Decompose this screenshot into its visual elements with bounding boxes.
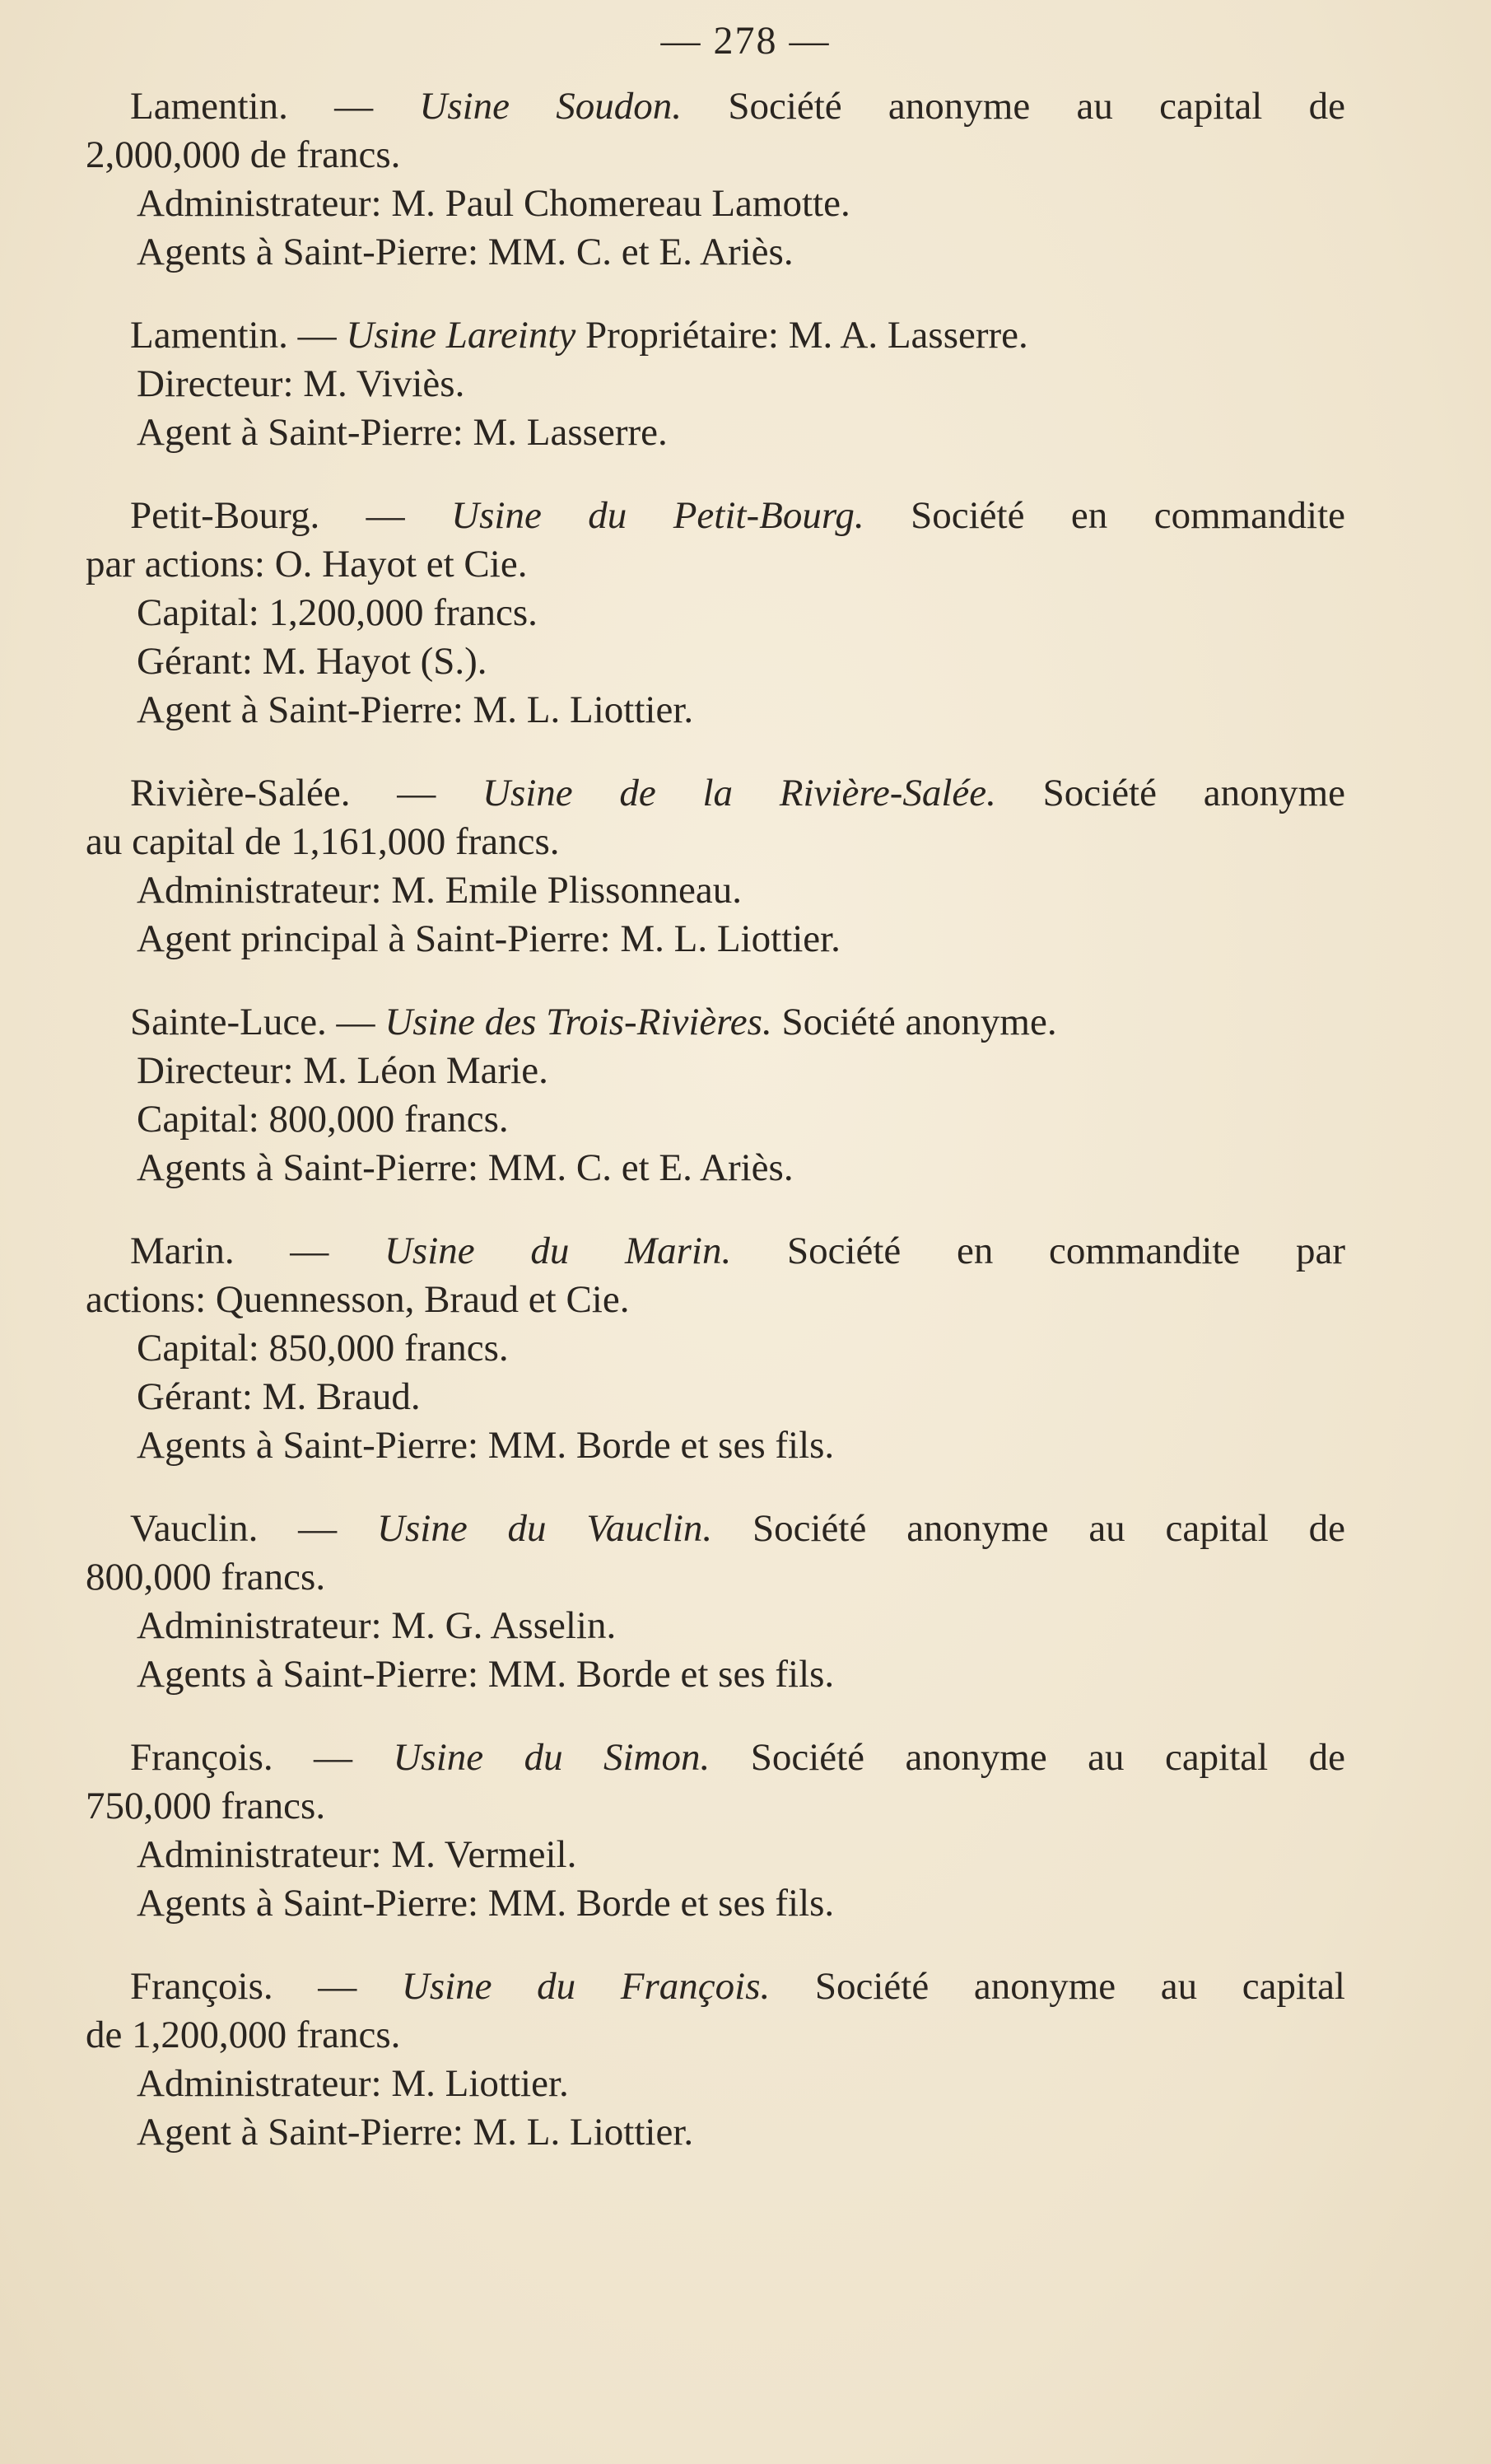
usine-name: Usine de la Rivière-Salée. bbox=[482, 772, 996, 814]
detail-line: Administrateur: M. Vermeil. bbox=[137, 1833, 577, 1876]
detail-line: Administrateur: M. Emile Plissonneau. bbox=[137, 869, 742, 912]
usine-name: Usine des Trois-Rivières. bbox=[384, 1001, 772, 1043]
detail-line: Agents à Saint-Pierre: MM. Borde et ses fils. bbox=[137, 1653, 835, 1696]
usine-name: Usine du François. bbox=[401, 1965, 771, 2008]
place-name: François. — bbox=[130, 1965, 357, 2008]
detail-line: Administrateur: M. Liottier. bbox=[137, 2062, 569, 2105]
heading-continuation: 750,000 francs. bbox=[86, 1785, 326, 1827]
usine-name: Usine du Petit-Bourg. bbox=[451, 494, 864, 537]
heading-rest: Propriétaire: M. A. Lasserre. bbox=[585, 314, 1028, 357]
entry-heading-line bbox=[86, 492, 1345, 540]
detail-line: Agent principal à Saint-Pierre: M. L. Liottier. bbox=[137, 917, 841, 960]
heading-continuation: au capital de 1,161,000 francs. bbox=[86, 820, 560, 863]
usine-name: Usine Soudon. bbox=[419, 85, 683, 128]
place-name: Petit-Bourg. — bbox=[130, 494, 405, 537]
detail-line: Directeur: M. Léon Marie. bbox=[137, 1049, 548, 1092]
entry-usine-petit-bourg bbox=[86, 492, 1345, 735]
heading-continuation: par actions: O. Hayot et Cie. bbox=[86, 543, 528, 586]
detail-line: Capital: 800,000 francs. bbox=[137, 1098, 509, 1141]
heading-continuation: 800,000 francs. bbox=[86, 1556, 326, 1598]
place-name: Sainte-Luce. — bbox=[130, 1001, 375, 1043]
detail-line: Gérant: M. Hayot (S.). bbox=[137, 640, 487, 683]
entry-heading-line bbox=[86, 1962, 1345, 2011]
detail-line: Capital: 850,000 francs. bbox=[137, 1327, 509, 1370]
entry-usine-riviere-salee bbox=[86, 769, 1345, 964]
entry-heading-line bbox=[86, 311, 1345, 360]
page-content bbox=[86, 82, 1345, 2191]
detail-line: Administrateur: M. Paul Chomereau Lamotte. bbox=[137, 182, 850, 225]
heading-rest: Société anonyme bbox=[1042, 772, 1345, 814]
heading-continuation: 2,000,000 de francs. bbox=[86, 133, 401, 176]
entry-usine-francois bbox=[86, 1962, 1345, 2157]
heading-continuation: de 1,200,000 francs. bbox=[86, 2014, 401, 2056]
entry-usine-soudon bbox=[86, 82, 1345, 277]
usine-name: Usine Lareinty bbox=[346, 314, 576, 357]
entry-heading-line bbox=[86, 769, 1345, 818]
usine-name: Usine du Simon. bbox=[393, 1736, 711, 1779]
place-name: Lamentin. — bbox=[130, 85, 374, 128]
place-name: Marin. — bbox=[130, 1230, 329, 1272]
place-name: Lamentin. — bbox=[130, 314, 337, 357]
heading-rest: Société en commandite bbox=[911, 494, 1346, 537]
place-name: Rivière-Salée. — bbox=[130, 772, 436, 814]
detail-line: Agent à Saint-Pierre: M. Lasserre. bbox=[137, 411, 668, 454]
entry-usine-lareinty bbox=[86, 311, 1345, 457]
entry-heading-line bbox=[86, 998, 1345, 1047]
entry-heading-line bbox=[86, 1734, 1345, 1782]
detail-line: Gérant: M. Braud. bbox=[137, 1375, 421, 1418]
entry-usine-trois-rivieres bbox=[86, 998, 1345, 1192]
heading-rest: Société anonyme au capital bbox=[814, 1965, 1345, 2008]
detail-line: Agent à Saint-Pierre: M. L. Liottier. bbox=[137, 2111, 694, 2154]
entry-heading-line bbox=[86, 82, 1345, 131]
detail-line: Agents à Saint-Pierre: MM. C. et E. Ariès. bbox=[137, 1146, 794, 1189]
heading-continuation: actions: Quennesson, Braud et Cie. bbox=[86, 1278, 630, 1321]
detail-line: Agents à Saint-Pierre: MM. Borde et ses fils. bbox=[137, 1424, 835, 1467]
usine-name: Usine du Marin. bbox=[384, 1230, 732, 1272]
heading-rest: Société anonyme au capital de bbox=[752, 1507, 1346, 1550]
place-name: Vauclin. — bbox=[130, 1507, 338, 1550]
detail-line: Administrateur: M. G. Asselin. bbox=[137, 1604, 617, 1647]
entry-usine-simon bbox=[86, 1734, 1345, 1928]
detail-line: Capital: 1,200,000 francs. bbox=[137, 591, 538, 634]
heading-rest: Société anonyme. bbox=[781, 1001, 1057, 1043]
entry-heading-line bbox=[86, 1505, 1345, 1553]
usine-name: Usine du Vauclin. bbox=[377, 1507, 713, 1550]
detail-line: Agent à Saint-Pierre: M. L. Liottier. bbox=[137, 688, 694, 731]
detail-line: Agents à Saint-Pierre: MM. C. et E. Ariès. bbox=[137, 231, 794, 273]
detail-line: Directeur: M. Viviès. bbox=[137, 362, 465, 405]
detail-line: Agents à Saint-Pierre: MM. Borde et ses fils. bbox=[137, 1882, 835, 1925]
entry-usine-vauclin bbox=[86, 1505, 1345, 1699]
page-number: — 278 — bbox=[660, 19, 831, 63]
heading-rest: Société anonyme au capital de bbox=[728, 85, 1345, 128]
heading-rest: Société en commandite par bbox=[786, 1230, 1346, 1272]
entry-heading-line bbox=[86, 1227, 1345, 1276]
heading-rest: Société anonyme au capital de bbox=[750, 1736, 1345, 1779]
place-name: François. — bbox=[130, 1736, 353, 1779]
entry-usine-marin bbox=[86, 1227, 1345, 1470]
